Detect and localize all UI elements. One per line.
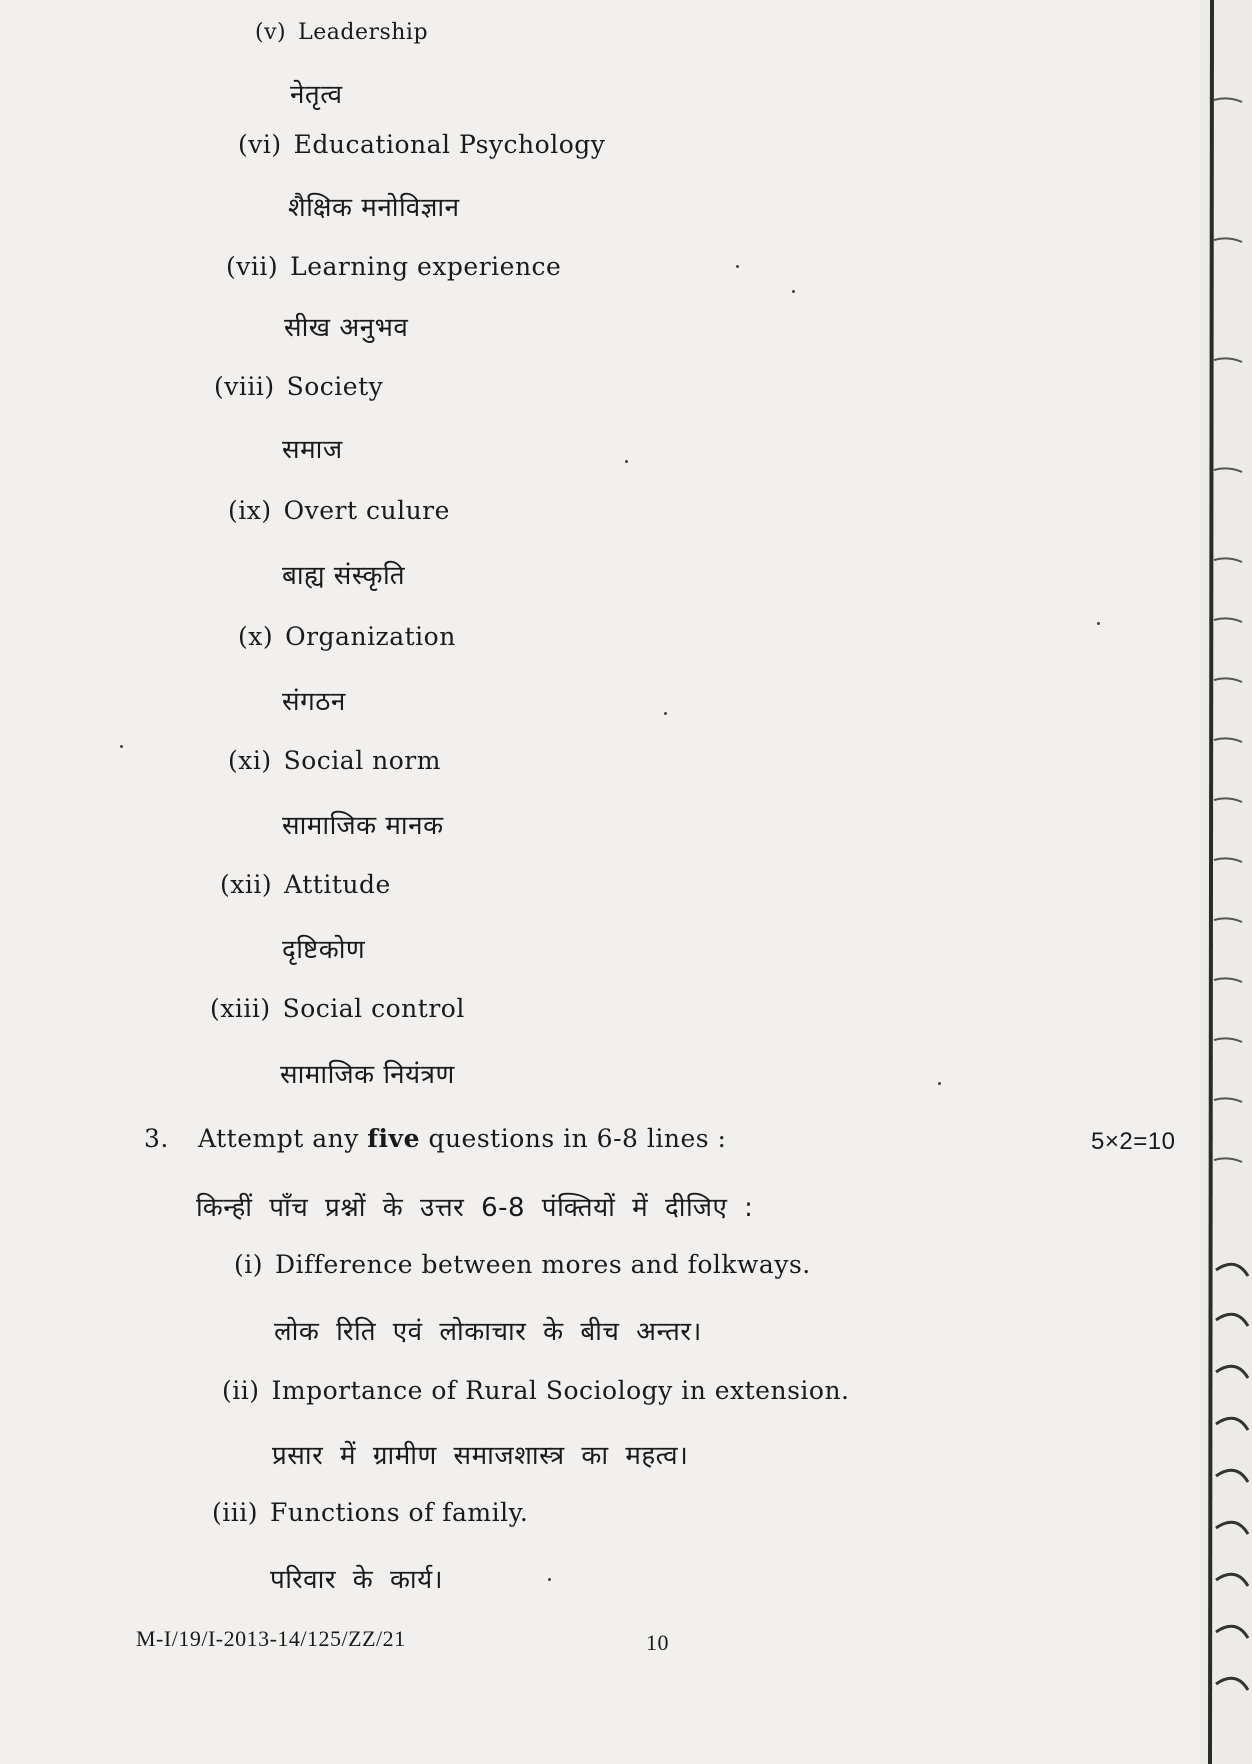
scan-speck xyxy=(736,265,739,268)
item-xii-hindi: दृष्टिकोण xyxy=(282,935,366,965)
item-term: Social norm xyxy=(283,746,441,775)
item-x-hindi: संगठन xyxy=(282,687,346,717)
item-viii-hindi: समाज xyxy=(282,435,343,465)
item-vi-hindi: शैक्षिक मनोविज्ञान xyxy=(288,193,460,223)
question-3-part-i xyxy=(234,1250,811,1279)
instruction-text: questions in 6-8 lines : xyxy=(428,1124,727,1153)
question-3-number: 3. xyxy=(144,1124,169,1153)
item-vii-english xyxy=(226,252,561,281)
item-xiii-english xyxy=(210,994,465,1023)
part-text: Importance of Rural Sociology in extension. xyxy=(271,1376,850,1405)
scan-speck xyxy=(120,745,123,748)
question-3-instruction xyxy=(198,1124,726,1153)
item-term: Learning experience xyxy=(290,252,562,281)
instruction-text: Attempt any xyxy=(198,1124,359,1153)
question-3-part-ii-hindi: प्रसार में ग्रामीण समाजशास्त्र का महत्व। xyxy=(272,1441,689,1471)
part-text: Functions of family. xyxy=(270,1498,529,1527)
spiral-binding xyxy=(1200,0,1252,1764)
scan-speck xyxy=(792,290,795,293)
item-term: Leadership xyxy=(298,20,429,45)
item-viii-english xyxy=(214,372,383,401)
item-number: (vi) xyxy=(238,130,282,159)
part-text: Difference between mores and folkways. xyxy=(275,1250,811,1279)
item-xiii-hindi: सामाजिक नियंत्रण xyxy=(280,1060,455,1090)
scan-speck xyxy=(938,1082,941,1085)
item-term: Society xyxy=(286,372,384,401)
instruction-emphasis: five xyxy=(367,1124,420,1153)
part-number: (ii) xyxy=(222,1376,260,1405)
scan-speck xyxy=(625,460,628,463)
item-number: (xiii) xyxy=(210,994,271,1023)
question-3-part-iii-hindi: परिवार के कार्य। xyxy=(270,1565,444,1595)
item-term: Overt culure xyxy=(283,496,450,525)
scan-speck xyxy=(548,1578,551,1581)
item-x-english xyxy=(238,622,456,651)
item-ix-english xyxy=(228,496,450,525)
question-3-instruction-hindi: किन्हीं पाँच प्रश्नों के उत्तर 6-8 पंक्तियों में दीजिए : xyxy=(196,1193,754,1223)
item-number: (xii) xyxy=(220,870,273,899)
item-v-hindi: नेतृत्व xyxy=(290,80,343,110)
question-3-part-i-hindi: लोक रिति एवं लोकाचार के बीच अन्तर। xyxy=(274,1317,702,1347)
item-ix-hindi: बाह्य संस्कृति xyxy=(282,561,406,591)
item-vi-english xyxy=(238,130,605,159)
item-vii-hindi: सीख अनुभव xyxy=(284,313,409,343)
item-term: Organization xyxy=(285,622,456,651)
page-number: 10 xyxy=(646,1630,669,1655)
item-number: (viii) xyxy=(214,372,275,401)
item-number: (v) xyxy=(255,20,287,45)
item-number: (x) xyxy=(238,622,274,651)
item-term: Educational Psychology xyxy=(293,130,606,159)
paper-code: M-I/19/I-2013-14/125/ZZ/21 xyxy=(136,1626,406,1651)
item-xii-english xyxy=(220,870,391,899)
item-term: Attitude xyxy=(284,870,391,899)
item-v-english xyxy=(255,20,428,45)
question-3-part-iii xyxy=(212,1498,528,1527)
scan-speck xyxy=(664,712,667,715)
item-number: (xi) xyxy=(228,746,272,775)
item-term: Social control xyxy=(282,994,465,1023)
question-3-part-ii xyxy=(222,1376,850,1405)
item-number: (vii) xyxy=(226,252,279,281)
question-3-marks: 5×2=10 xyxy=(1091,1128,1176,1155)
item-xi-english xyxy=(228,746,441,775)
item-xi-hindi: सामाजिक मानक xyxy=(282,811,444,841)
part-number: (i) xyxy=(234,1250,264,1279)
scan-speck xyxy=(1097,622,1100,625)
item-number: (ix) xyxy=(228,496,272,525)
part-number: (iii) xyxy=(212,1498,258,1527)
